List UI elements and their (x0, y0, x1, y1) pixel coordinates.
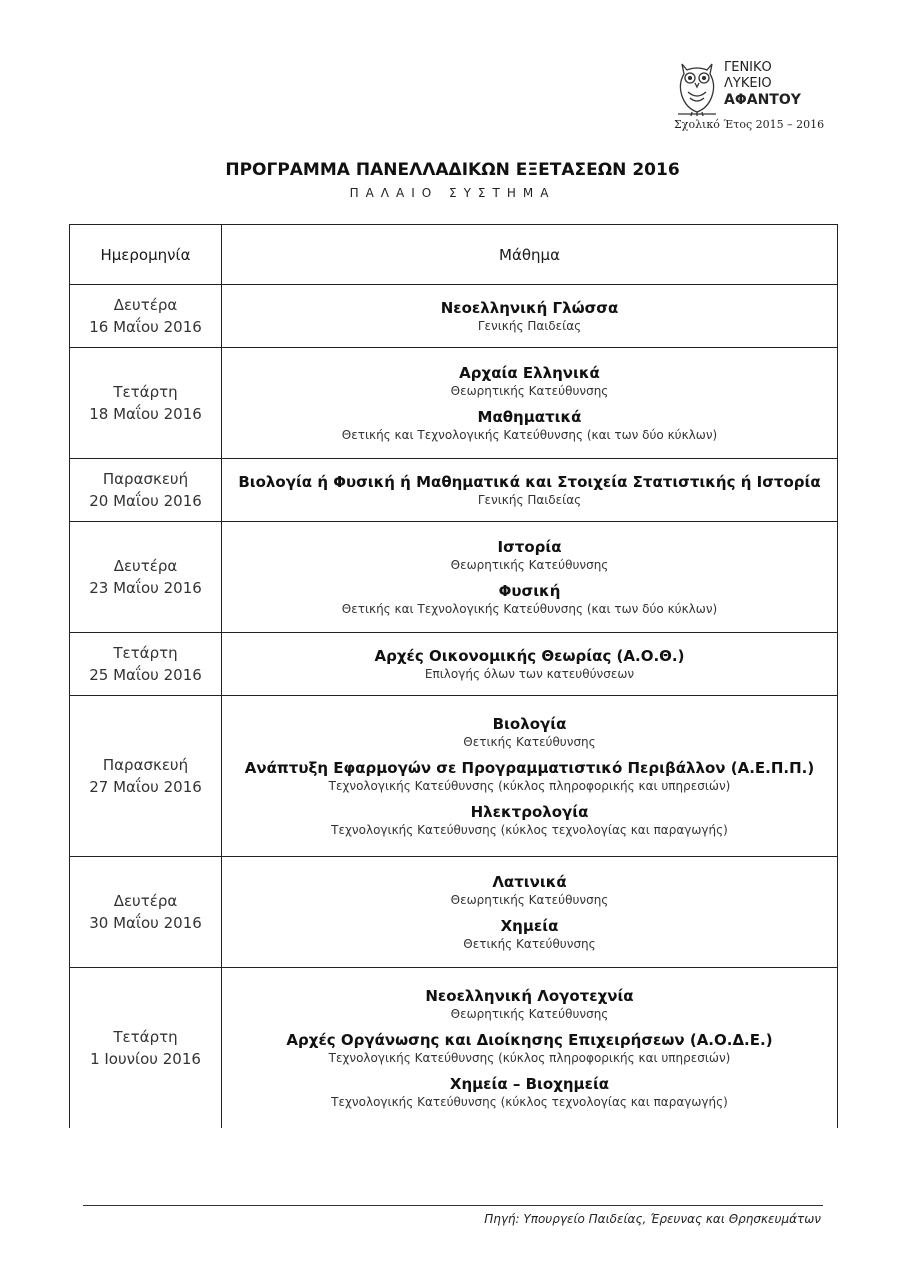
subject-track: Γενικής Παιδείας (477, 493, 582, 507)
logo-line-1: ΓΕΝΙΚΟ (724, 60, 772, 75)
date-cell (70, 522, 222, 633)
subject-track: Τεχνολογικής Κατεύθυνσης (κύκλος πληροφορικής και υπηρεσιών) (328, 779, 731, 793)
subject-name: Αρχές Οικονομικής Θεωρίας (Α.Ο.Θ.) (374, 647, 685, 665)
date-cell (70, 857, 222, 968)
table-row (70, 696, 838, 857)
footer-source: Πηγή: Υπουργείο Παιδείας, Έρευνας και Θρησκευμάτων (484, 1212, 821, 1226)
subject-cell (222, 522, 838, 633)
subject-cell (222, 857, 838, 968)
subject-name: Νεοελληνική Λογοτεχνία (425, 986, 634, 1005)
exam-date: 16 Μαΐου 2016 (89, 318, 202, 336)
school-year: Σχολικό Έτος 2015 – 2016 (674, 118, 825, 131)
exam-day: Δευτέρα (113, 557, 178, 575)
subject-track: Θετικής και Τεχνολογικής Κατεύθυνσης (και των δύο κύκλων) (341, 602, 718, 616)
subject-track: Θετικής Κατεύθυνσης (463, 735, 596, 749)
subject-entry (222, 646, 837, 682)
subject-track: Θετικής Κατεύθυνσης (463, 937, 596, 951)
date-cell (70, 348, 222, 459)
exam-date: 25 Μαΐου 2016 (89, 666, 202, 684)
subject-entry (222, 472, 837, 508)
subject-entry (222, 537, 837, 573)
subject-track: Τεχνολογικής Κατεύθυνσης (κύκλος τεχνολογίας και παραγωγής) (331, 1094, 728, 1109)
exam-day: Παρασκευή (102, 756, 189, 774)
exam-date: 27 Μαΐου 2016 (89, 778, 202, 796)
exam-day: Δευτέρα (113, 892, 178, 910)
subject-entry (222, 714, 837, 750)
subject-cell (222, 968, 838, 1128)
subject-entry (222, 1030, 837, 1066)
exam-date: 18 Μαΐου 2016 (89, 405, 202, 423)
table-row (70, 857, 838, 968)
table-row (70, 459, 838, 522)
subject-track: Θετικής και Τεχνολογικής Κατεύθυνσης (και των δύο κύκλων) (341, 428, 718, 442)
subject-entry (222, 916, 837, 952)
subject-entry (222, 872, 837, 908)
subject-entry (222, 758, 837, 794)
subject-entry (222, 1074, 837, 1110)
subject-name: Ηλεκτρολογία (470, 803, 589, 821)
date-cell (70, 696, 222, 857)
footer-divider (83, 1205, 823, 1206)
subject-track: Θεωρητικής Κατεύθυνσης (450, 558, 609, 572)
exam-date: 30 Μαΐου 2016 (89, 914, 202, 932)
subject-name: Αρχές Οργάνωσης και Διοίκησης Επιχειρήσεων (Α.Ο.Δ.Ε.) (286, 1030, 773, 1049)
school-logo (672, 52, 832, 142)
subject-name: Μαθηματικά (477, 408, 582, 426)
header-date: Ημερομηνία (70, 225, 222, 285)
subject-name: Νεοελληνική Γλώσσα (440, 299, 619, 317)
owl-icon (674, 56, 720, 118)
subject-entry (222, 407, 837, 443)
subject-name: Χημεία – Βιοχημεία (449, 1074, 610, 1093)
exam-day: Δευτέρα (113, 296, 178, 314)
subject-cell (222, 348, 838, 459)
subject-track: Θεωρητικής Κατεύθυνσης (450, 893, 609, 907)
exam-day: Παρασκευή (102, 470, 189, 488)
date-cell (70, 968, 222, 1128)
subject-entry (222, 581, 837, 617)
subject-cell (222, 459, 838, 522)
logo-line-3: ΑΦΑΝΤΟΥ (724, 92, 801, 108)
subject-track: Θεωρητικής Κατεύθυνσης (450, 384, 609, 398)
exam-schedule-table (69, 224, 838, 1128)
exam-day: Τετάρτη (113, 1027, 178, 1046)
subject-name: Βιολογία (492, 715, 567, 733)
subject-name: Ιστορία (497, 538, 562, 556)
exam-day: Τετάρτη (113, 644, 178, 662)
date-cell (70, 633, 222, 696)
subject-cell (222, 696, 838, 857)
table-header-row (70, 225, 838, 285)
subject-track: Τεχνολογικής Κατεύθυνσης (κύκλος πληροφορικής και υπηρεσιών) (328, 1050, 731, 1065)
table-row (70, 633, 838, 696)
subject-name: Ανάπτυξη Εφαρμογών σε Προγραμματιστικό Περιβάλλον (Α.Ε.Π.Π.) (244, 759, 815, 777)
table-row (70, 522, 838, 633)
logo-line-2: ΛΥΚΕΙΟ (724, 76, 772, 91)
subject-name: Λατινικά (492, 873, 567, 891)
table-row (70, 968, 838, 1128)
subject-entry (222, 298, 837, 334)
subject-name: Αρχαία Ελληνικά (459, 364, 600, 382)
exam-day: Τετάρτη (113, 383, 178, 401)
subject-cell (222, 633, 838, 696)
header-subject: Μάθημα (222, 225, 838, 285)
subject-track: Επιλογής όλων των κατευθύνσεων (424, 667, 635, 681)
exam-date: 20 Μαΐου 2016 (89, 492, 202, 510)
exam-date: 1 Ιουνίου 2016 (90, 1049, 201, 1068)
subject-name: Χημεία (500, 917, 559, 935)
document-title: ΠΡΟΓΡΑΜΜΑ ΠΑΝΕΛΛΑΔΙΚΩΝ ΕΞΕΤΑΣΕΩΝ 2016 (225, 160, 680, 180)
subject-entry (222, 363, 837, 399)
subject-track: Θεωρητικής Κατεύθυνσης (450, 1006, 609, 1021)
date-cell (70, 459, 222, 522)
subject-name: Φυσική (498, 582, 561, 600)
date-cell (70, 285, 222, 348)
subject-track: Γενικής Παιδείας (477, 319, 582, 333)
document-subtitle: ΠΑΛΑΙΟ ΣΥΣΤΗΜΑ (349, 186, 556, 200)
exam-date: 23 Μαΐου 2016 (89, 579, 202, 597)
table-row (70, 348, 838, 459)
subject-entry (222, 802, 837, 838)
subject-name: Βιολογία ή Φυσική ή Μαθηματικά και Στοιχεία Στατιστικής ή Ιστορία (238, 473, 821, 491)
subject-cell (222, 285, 838, 348)
table-row (70, 285, 838, 348)
subject-track: Τεχνολογικής Κατεύθυνσης (κύκλος τεχνολογίας και παραγωγής) (331, 823, 728, 837)
subject-entry (222, 986, 837, 1022)
